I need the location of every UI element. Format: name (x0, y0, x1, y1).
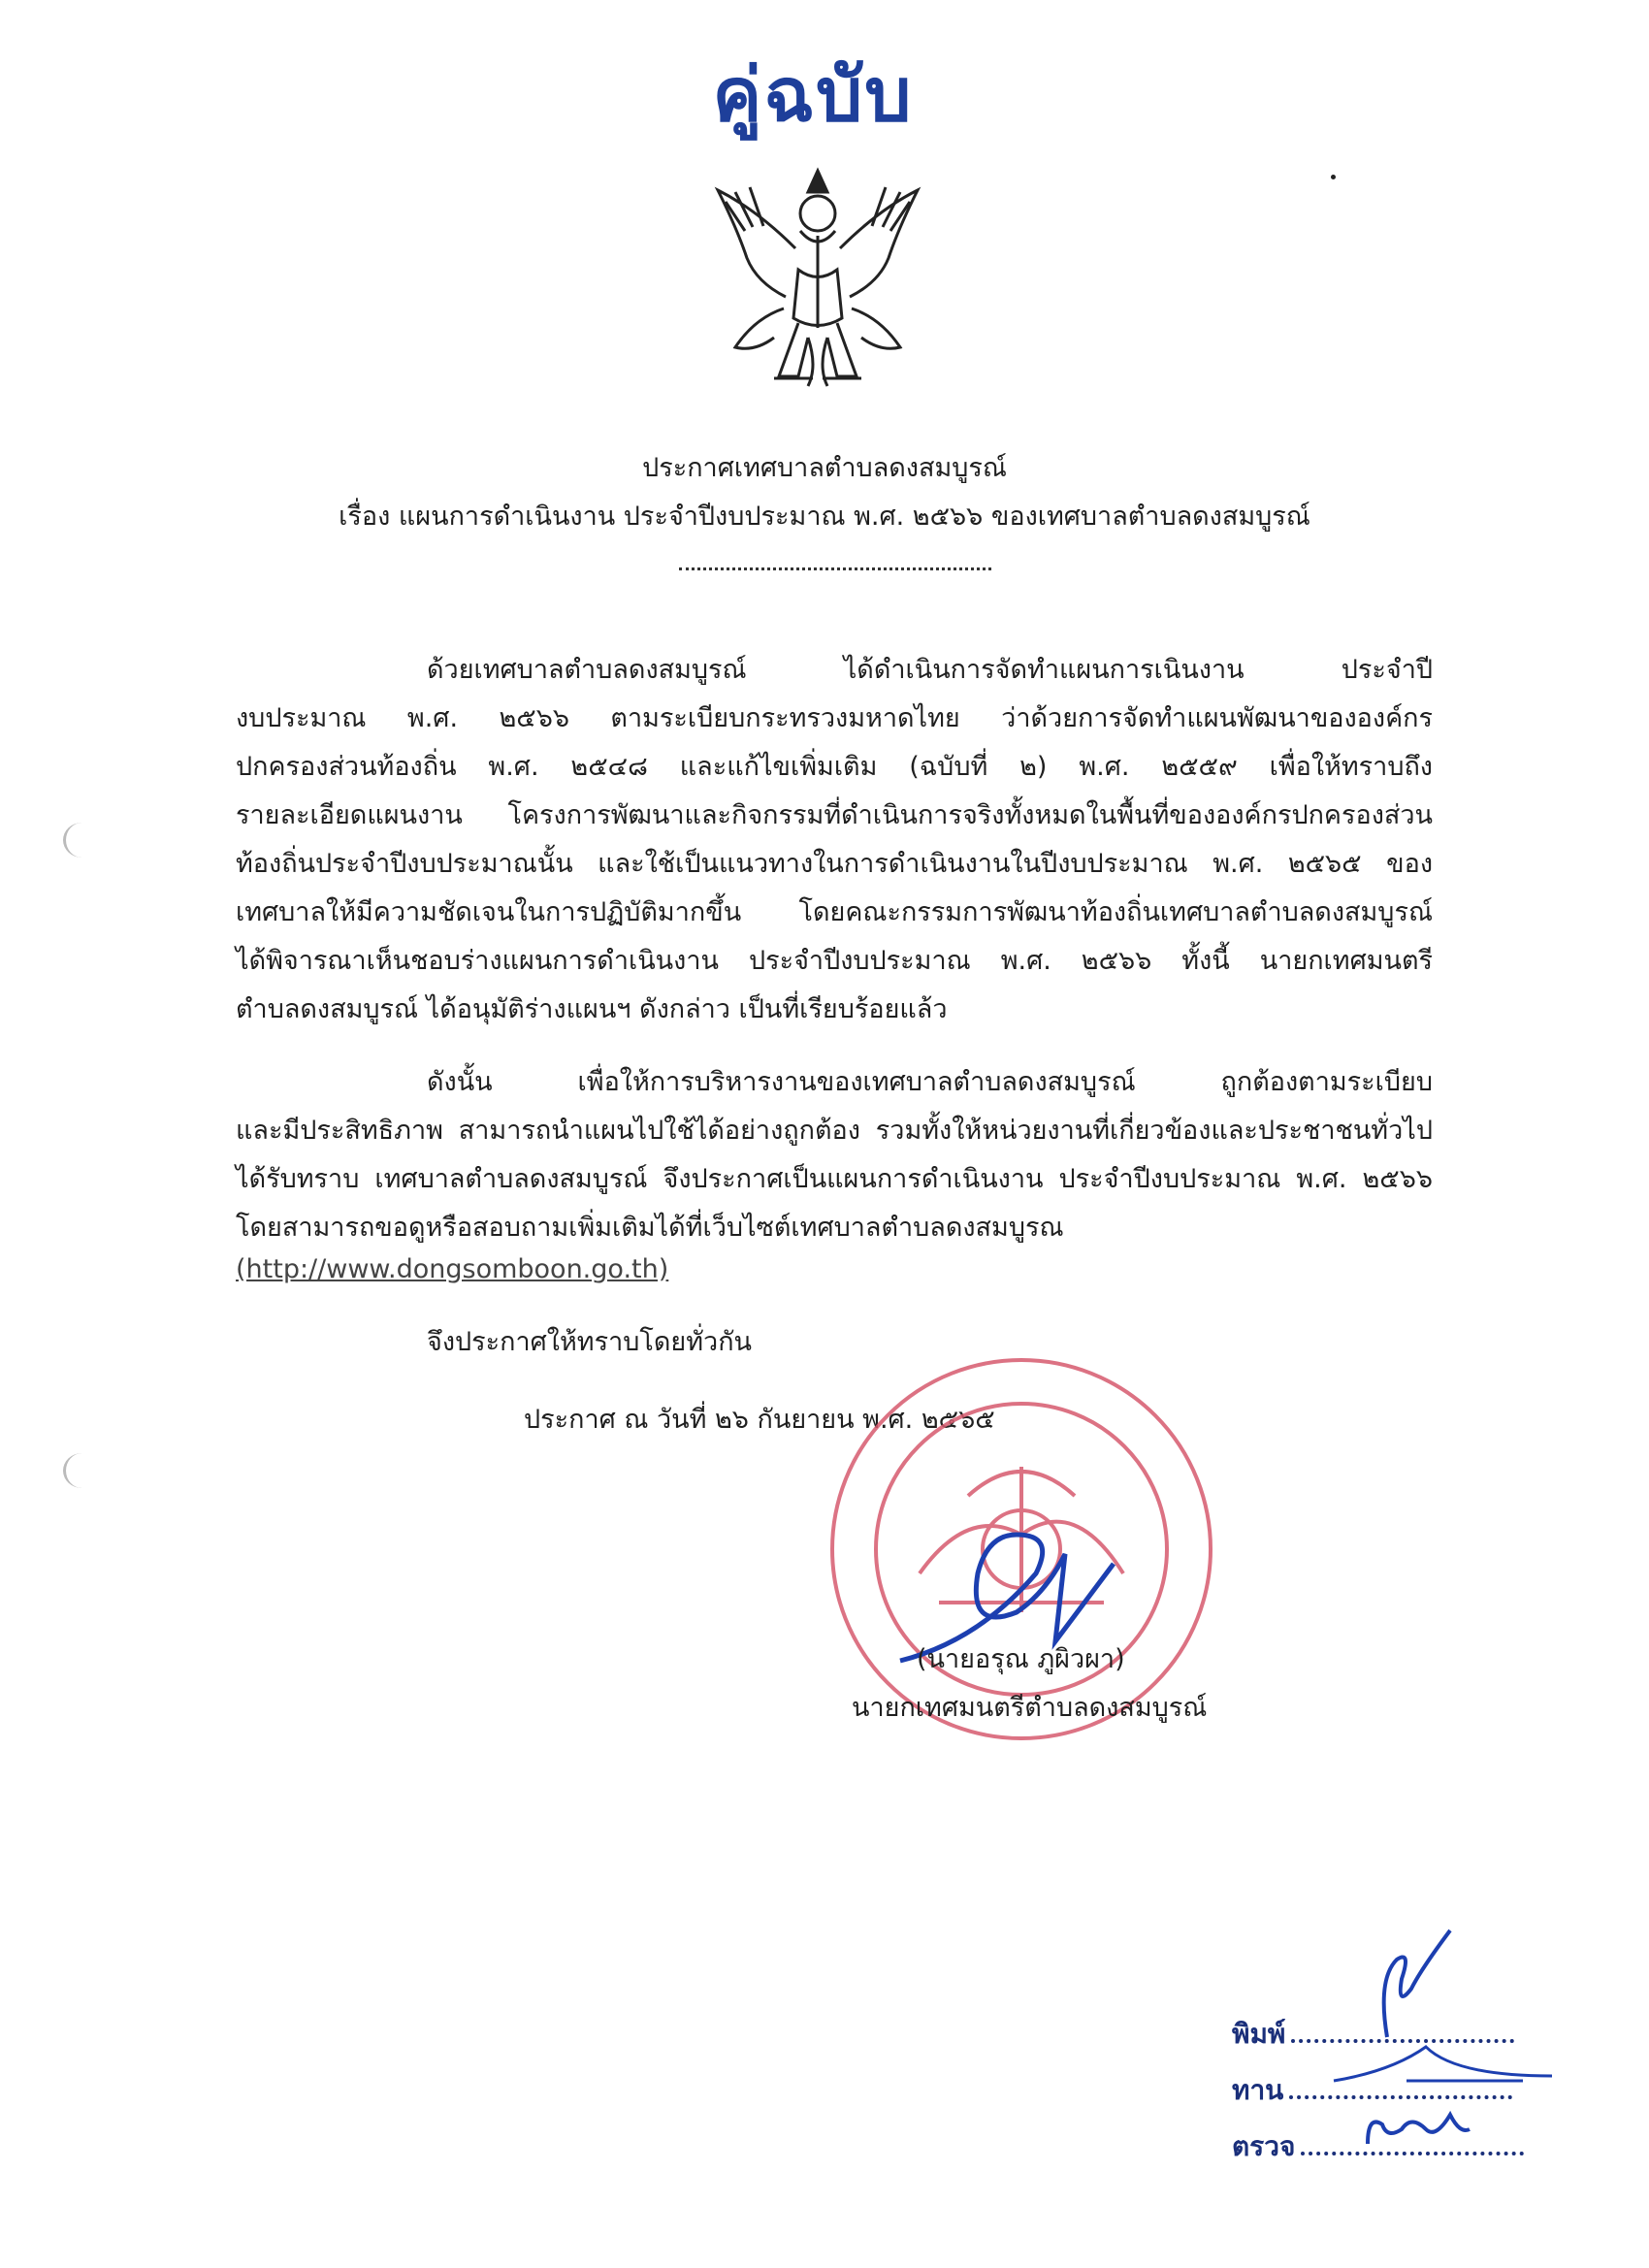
paragraph2-line: ดังนั้น เพื่อให้การบริหารงานของเทศบาลตำบลดงสมบูรณ์ ถูกต้องตามระเบียบ (427, 1067, 1433, 1097)
title-divider (679, 567, 991, 570)
paragraph1-line: ท้องถิ่นประจำปีงบประมาณนั้น และใช้เป็นแนวทางในการดำเนินงานในปีงบประมาณ พ.ศ. ๒๕๖๕ ของ (236, 849, 1433, 879)
announcement-title: ประกาศเทศบาลตำบลดงสมบูรณ์ (642, 453, 1007, 483)
paragraph1-line: งบประมาณ พ.ศ. ๒๕๖๖ ตามระเบียบกระทรวงมหาดไทย ว่าด้วยการจัดทำแผนพัฒนาขององค์กร (236, 703, 1433, 733)
website-link[interactable]: (http://www.dongsomboon.go.th) (236, 1254, 669, 1284)
paragraph2-line: และมีประสิทธิภาพ สามารถนำแผนไปใช้ได้อย่างถูกต้อง รวมทั้งให้หน่วยงานที่เกี่ยวข้องและประชาชนทั่วไป (236, 1116, 1433, 1146)
paragraph1-line: รายละเอียดแผนงาน โครงการพัฒนาและกิจกรรมที่ดำเนินการจริงทั้งหมดในพื้นที่ขององค์กรปกครองส่วน (236, 800, 1433, 830)
announcement-date: ประกาศ ณ วันที่ ๒๖ กันยายน พ.ศ. ๒๕๖๕ (524, 1405, 995, 1435)
paragraph2-line: โดยสามารถขอดูหรือสอบถามเพิ่มเติมได้ที่เว็บไซต์เทศบาลตำบลดงสมบูรณ (236, 1213, 1064, 1243)
paragraph1-line: เทศบาลให้มีความชัดเจนในการปฏิบัติมากขึ้น โดยคณะกรรมการพัฒนาท้องถิ่นเทศบาลตำบลดงสมบูรณ์ (236, 897, 1433, 927)
paragraph2-line: ได้รับทราบ เทศบาลตำบลดงสมบูรณ์ จึงประกาศเป็นแผนการดำเนินงาน ประจำปีงบประมาณ พ.ศ. ๒๕๖๖ (236, 1164, 1433, 1194)
checked-label: ตรวจ (1232, 2130, 1296, 2162)
signer-position: นายกเทศมนตรีตำบลดงสมบูรณ์ (852, 1693, 1208, 1723)
initials-drafted-icon (1329, 2042, 1562, 2090)
paragraph1-line: ด้วยเทศบาลตำบลดงสมบูรณ์ ได้ดำเนินการจัดทำแผนการเนินงาน ประจำปี (427, 655, 1433, 685)
garuda-emblem-icon (706, 163, 929, 396)
initials-checked-icon (1358, 2100, 1484, 2154)
punch-hole-mark (63, 1453, 101, 1488)
typed-label: พิมพ์ (1232, 2018, 1286, 2050)
punch-hole-mark (63, 823, 101, 858)
signer-name: (นายอรุณ ภูผิวผา) (917, 1644, 1125, 1674)
paragraph1-line: ตำบลดงสมบูรณ์ ได้อนุมัติร่างแผนฯ ดังกล่าว เป็นที่เรียบร้อยแล้ว (236, 994, 948, 1024)
initials-typed-icon (1348, 1916, 1465, 2047)
paragraph1-line: ได้พิจารณาเห็นชอบร่างแผนการดำเนินงาน ประจำปีงบประมาณ พ.ศ. ๒๕๖๖ ทั้งนี้ นายกเทศมนตรี (236, 946, 1433, 976)
paragraph1-line: ปกครองส่วนท้องถิ่น พ.ศ. ๒๕๔๘ และแก้ไขเพิ่มเติม (ฉบับที่ ๒) พ.ศ. ๒๕๕๙ เพื่อให้ทราบถึง (236, 752, 1433, 782)
drafted-dots (1289, 2095, 1512, 2099)
scan-speck (1331, 175, 1336, 179)
announcement-subject: เรื่อง แผนการดำเนินงาน ประจำปีงบประมาณ พ.ศ. ๒๕๖๖ ของเทศบาลตำบลดงสมบูรณ์ (339, 502, 1310, 532)
copy-stamp: คู่ฉบับ (712, 51, 914, 138)
announce-closing: จึงประกาศให้ทราบโดยทั่วกัน (427, 1327, 752, 1357)
drafted-label: ทาน (1232, 2074, 1284, 2106)
